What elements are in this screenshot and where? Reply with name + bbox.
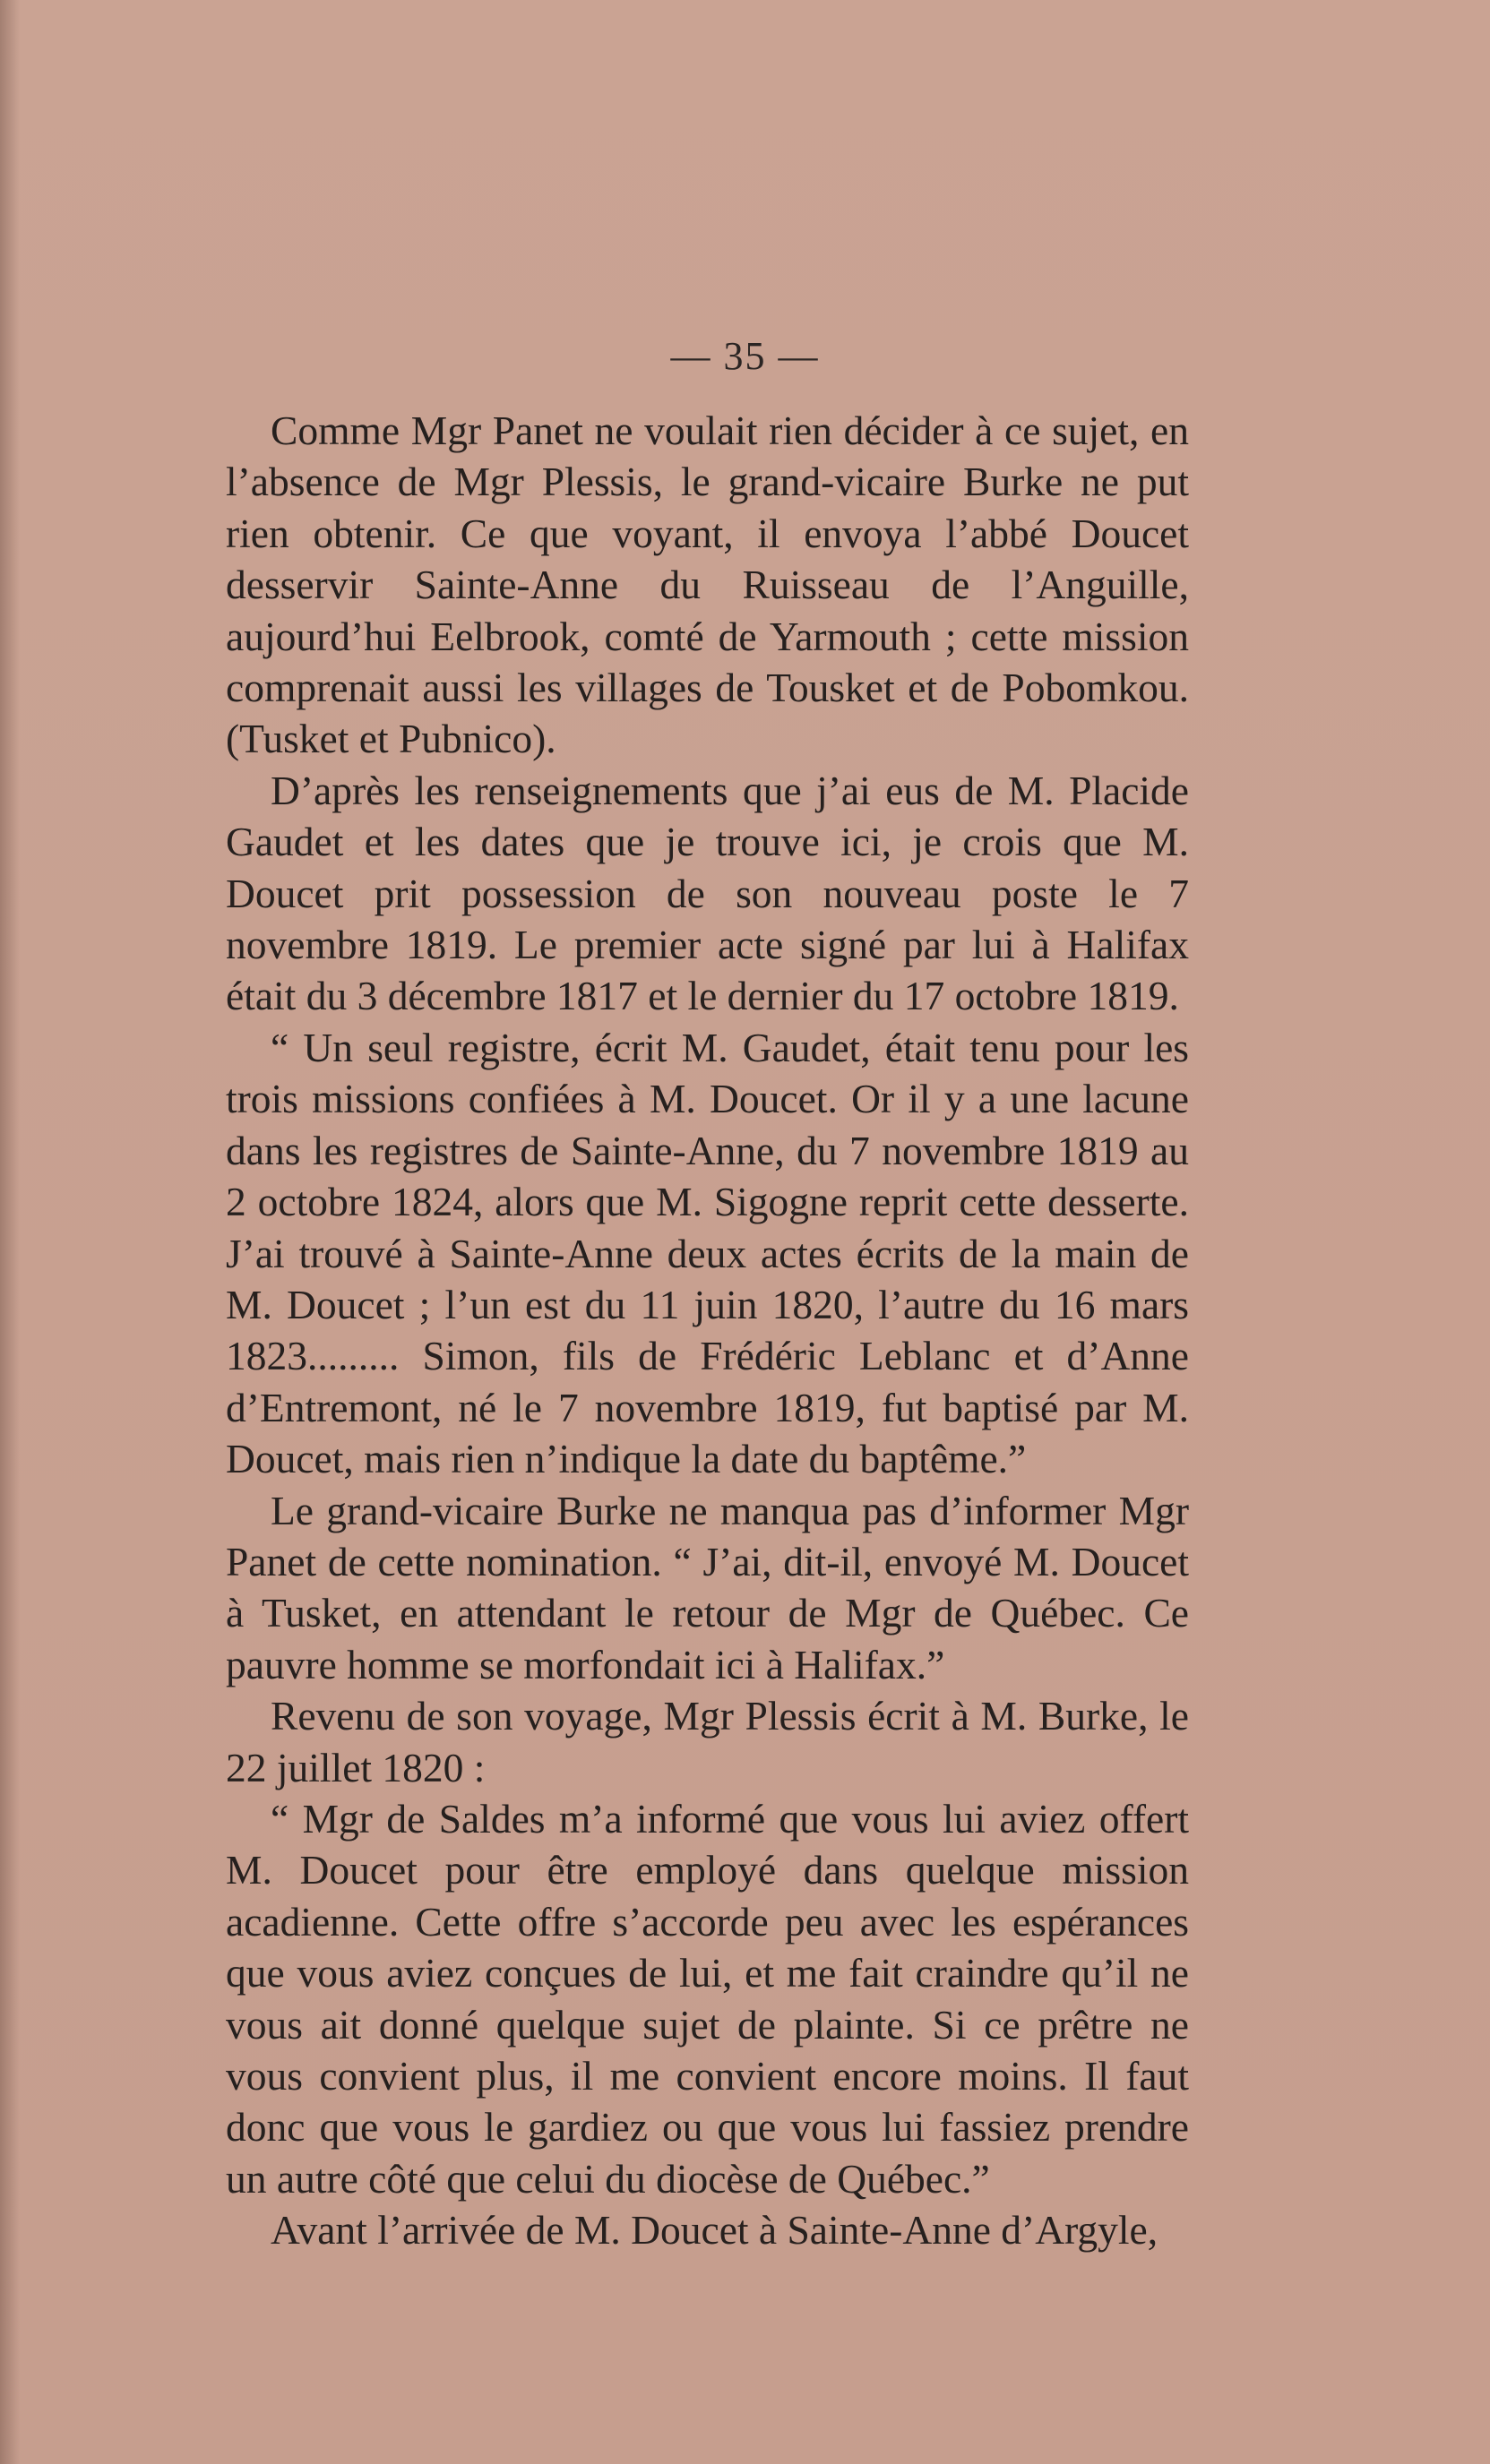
paragraph-1: Comme Mgr Panet ne voulait rien décider à ce sujet, en l’absence de Mgr Plessis, le grand-vicaire Burke ne put rien obtenir. Ce que voyant, il envoya l’abbé Doucet desservir Sainte-Anne du Ruisseau de l’Anguille, aujourd’hui Eelbrook, comté de Yarmouth ; cette mission comprenait aussi les villages de Tousket et de Pobomkou. (Tusket et Pubnico). <box>226 408 1189 762</box>
paragraph-5: Revenu de son voyage, Mgr Plessis écrit à M. Burke, le 22 juillet 1820 : <box>226 1693 1189 1790</box>
paragraph-4: Le grand-vicaire Burke ne manqua pas d’informer Mgr Panet de cette nomination. “ J’ai, dit-il, envoyé M. Doucet à Tusket, en attendant le retour de Mgr de Québec. Ce pauvre homme se morfondait ici à Halifax.” <box>226 1487 1189 1687</box>
paragraph-7: Avant l’arrivée de M. Doucet à Sainte-Anne d’Argyle, <box>271 2207 1158 2254</box>
body-text <box>226 405 1189 2256</box>
page-number: — 35 — <box>670 334 820 378</box>
paragraph-2: D’après les renseignements que j’ai eus de M. Placide Gaudet et les dates que je trouve ici, je crois que M. Doucet prit possession de son nouveau poste le 7 novembre 1819. Le premier acte signé par lui à Halifax était du 3 décembre 1817 et le dernier du 17 octobre 1819. <box>226 767 1189 1019</box>
paragraph-6: “ Mgr de Saldes m’a informé que vous lui aviez offert M. Doucet pour être employé dans quelque mission acadienne. Cette offre s’accorde peu avec les espérances que vous aviez conçues de lui, et me fait craindre qu’il ne vous ait donné quelque sujet de plainte. Si ce prêtre ne vous convient plus, il me convient encore moins. Il faut donc que vous le gardiez ou que vous lui fassiez prendre un autre côté que celui du diocèse de Québec.” <box>226 1795 1189 2202</box>
paragraph-3: “ Un seul registre, écrit M. Gaudet, était tenu pour les trois missions confiées à M. Doucet. Or il y a une lacune dans les registres de Sainte-Anne, du 7 novembre 1819 au 2 octobre 1824, alors que M. Sigogne reprit cette desserte. J’ai trouvé à Sainte-Anne deux actes écrits de la main de M. Doucet ; l’un est du 11 juin 1820, l’autre du 16 mars 1823......... Simon, fils de Frédéric Leblanc et d’Anne d’Entremont, né le 7 novembre 1819, fut baptisé par M. Doucet, mais rien n’indique la date du baptême.” <box>226 1024 1189 1482</box>
